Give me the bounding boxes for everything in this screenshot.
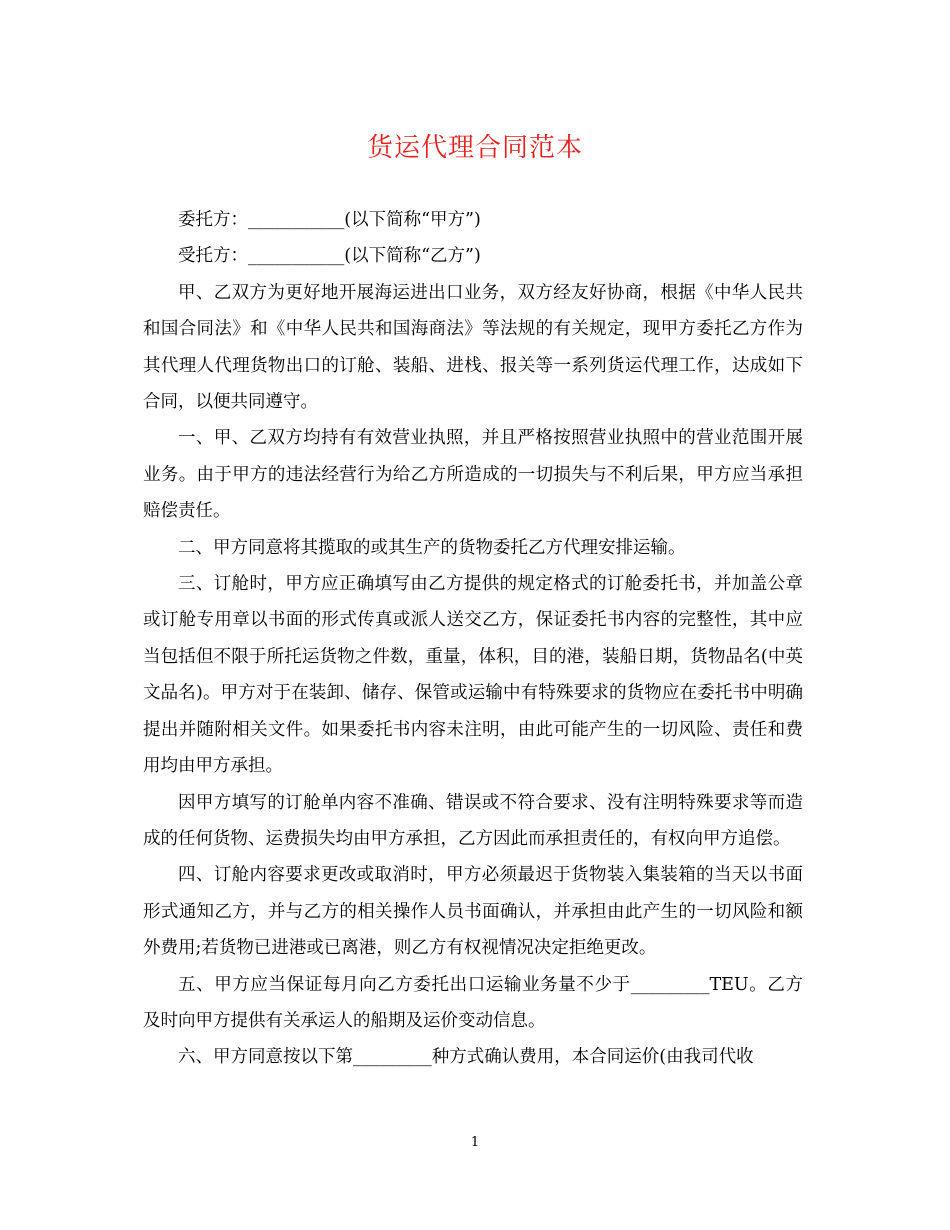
page-number: 1 [470,1135,480,1150]
paragraph-clause-3-liability: 因甲方填写的订舱单内容不准确、错误或不符合要求、没有注明特殊要求等而造成的任何货物、运费损失均由甲方承担，乙方因此而承担责任的，有权向甲方追偿。 [143,792,803,849]
paragraph-clause-6: 六、甲方同意按以下第_________种方式确认费用，本合同运价(由我司代收 [178,1047,754,1068]
paragraph-principal: 委托方：___________(以下简称“甲方”) [178,210,481,230]
paragraph-clause-5: 五、甲方应当保证每月向乙方委托出口运输业务量不少于_________TEU。乙方及时向甲方提供有关承运人的船期及运价变动信息。 [143,974,803,1031]
paragraph-clause-1: 一、甲、乙双方均持有有效营业执照，并且严格按照营业执照中的营业范围开展业务。由于甲方的违法经营行为给乙方所造成的一切损失与不利后果，甲方应当承担赔偿责任。 [143,428,803,522]
paragraph-clause-4: 四、订舱内容要求更改或取消时，甲方必须最迟于货物装入集装箱的当天以书面形式通知乙方，并与乙方的相关操作人员书面确认，并承担由此产生的一切风险和额外费用;若货物已进港或已离港，则乙方有权视情况决定拒绝更改。 [143,865,803,959]
paragraph-clause-2: 二、甲方同意将其揽取的或其生产的货物委托乙方代理安排运输。 [178,537,686,558]
document-body [143,202,803,1076]
document-title: 货运代理合同范本 [366,133,583,163]
paragraph-clause-3: 三、订舱时，甲方应正确填写由乙方提供的规定格式的订舱委托书，并加盖公章或订舱专用章以书面的形式传真或派人送交乙方，保证委托书内容的完整性，其中应当包括但不限于所托运货物之件数，重量，体积，目的港，装船日期，货物品名(中英文品名)。甲方对于在装卸、储存、保管或运输中有特殊要求的货物应在委托书中明确提出并随附相关文件。如果委托书内容未注明，由此可能产生的一切风险、责任和费用均由甲方承担。 [143,574,803,777]
paragraph-agent: 受托方：___________(以下简称“乙方”) [178,246,481,267]
paragraph-preamble: 甲、乙双方为更好地开展海运进出口业务，双方经友好协商，根据《中华人民共和国合同法》和《中华人民共和国海商法》等法规的有关规定，现甲方委托乙方作为其代理人代理货物出口的订舱、装船、进栈、报关等一系列货运代理工作，达成如下合同，以便共同遵守。 [143,282,803,413]
